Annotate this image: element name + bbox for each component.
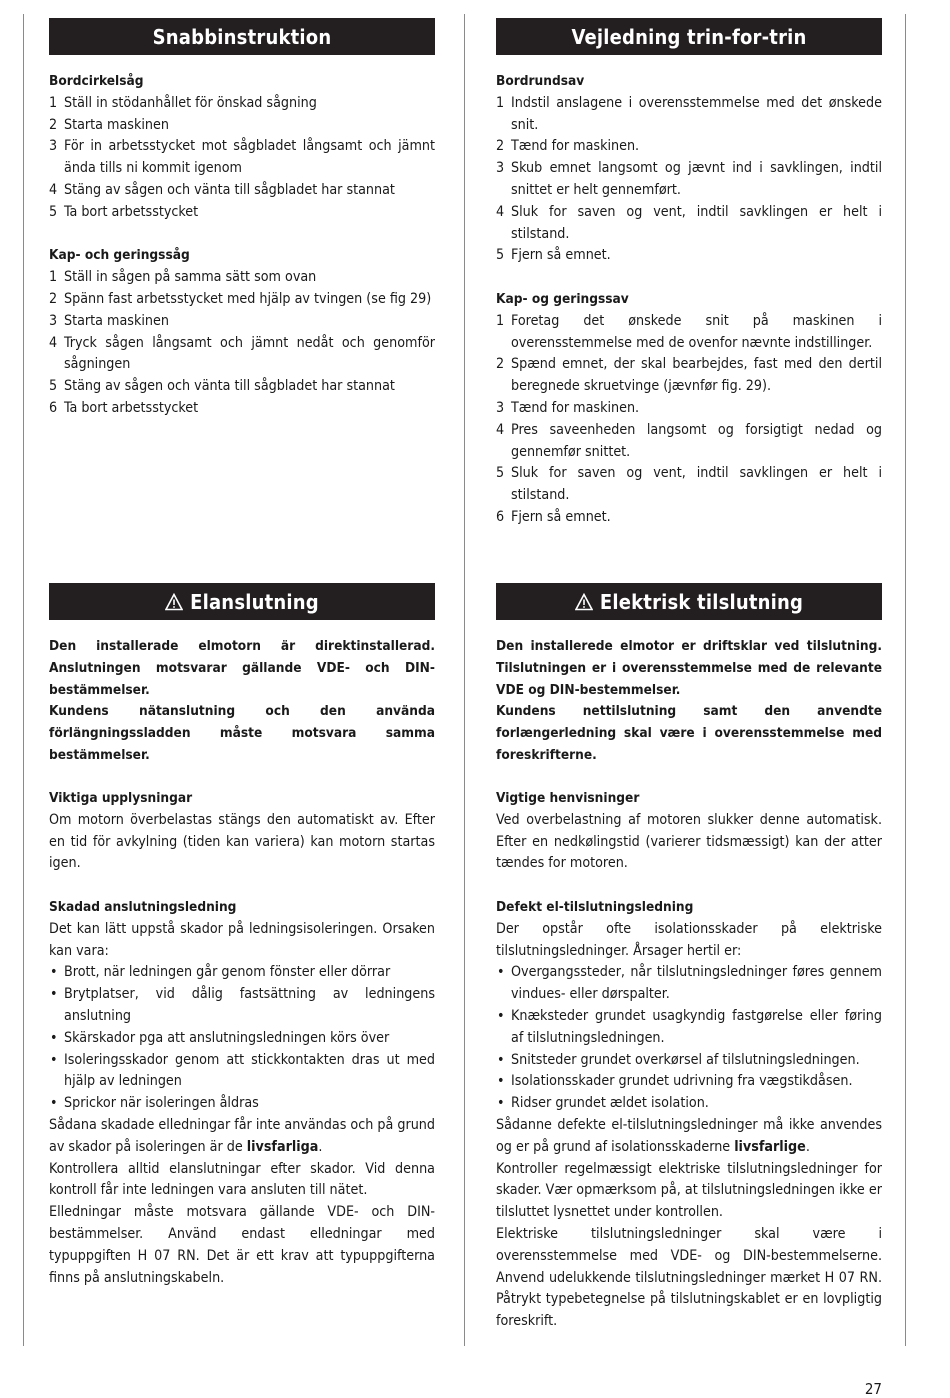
header-title: Elanslutning bbox=[190, 589, 319, 614]
bullet-item: • Snitsteder grundet overkørsel af tilslutningsledningen. bbox=[497, 1051, 860, 1068]
paragraph: Om motorn överbelastas stängs den automatiskt av. Efter en tid för avkylning (tiden kan variera) kan motorn startas igen. bbox=[49, 811, 435, 872]
list-item: 2 Starta maskinen bbox=[49, 116, 169, 133]
bullet-item: • Ridser grundet ældet isolation. bbox=[497, 1095, 709, 1112]
section-table-saw-da bbox=[496, 71, 882, 529]
list-item: 5 Sluk for saven og vent, indtil savklingen er helt i stilstand. bbox=[496, 465, 882, 504]
list-item: 3 Skub emnet langsomt og jævnt ind i savklingen, indtil snittet er helt gennemført. bbox=[496, 160, 882, 198]
header-electrical-connection-da bbox=[496, 583, 882, 620]
list-item: 4 Pres saveenheden langsomt og forsigtigt nedad og gennemfør snittet. bbox=[496, 421, 882, 460]
list-item: 5 Ta bort arbetsstycket bbox=[49, 203, 199, 220]
section-title: Bordcirkelsåg bbox=[49, 73, 144, 89]
header-electrical-connection bbox=[49, 583, 435, 620]
list-item: 3 Tænd for maskinen. bbox=[496, 399, 640, 416]
paragraph: Kontrollera alltid elanslutningar efter skador. Vid denna kontroll får inte ledningen vara ansluten till nätet. bbox=[49, 1160, 435, 1199]
header-title: Vejledning trin-for-trin bbox=[571, 24, 807, 49]
paragraph: Ved overbelastning af motoren slukker denne automatisk. Efter en nedkølingstid (varierer tidsmæssigt) kan der atter tændes for motoren. bbox=[496, 811, 882, 872]
bullet-item: • Brott, när ledningen går genom fönster eller dörrar bbox=[50, 964, 391, 981]
list-item: 4 Tryck sågen långsamt och jämnt nedåt och genomför sågningen bbox=[49, 334, 435, 373]
list-item: 1 Indstil anslagene i overensstemmelse med det ønskede snit. bbox=[496, 94, 882, 133]
notice-paragraph: Kundens nätanslutning och den använda förlängningssladden måste motsvara samma bestämmelser. bbox=[49, 703, 435, 763]
section-title: Bordrundsav bbox=[496, 73, 585, 89]
list-item: 1 Ställ in sågen på samma sätt som ovan bbox=[49, 269, 317, 286]
paragraph: Der opstår ofte isolationsskader på elektriske tilslutningsledninger. Årsager hertil er: bbox=[496, 920, 882, 959]
column-rule-middle bbox=[464, 14, 465, 1346]
list-item: 1 Foretag det ønskede snit på maskinen i overensstemmelse med de ovenfor nævnte indstillinger. bbox=[496, 312, 882, 351]
header-quick-instructions bbox=[49, 18, 435, 55]
section-title: Kap- och geringssåg bbox=[49, 247, 190, 264]
paragraph: Elledningar måste motsvara gällande VDE- och DIN-bestämmelser. Använd endast elledningar med typuppgiften H 07 RN. Det är ett krav att typuppgifterna finns på anslutningskabeln. bbox=[49, 1204, 435, 1286]
section-important-info bbox=[49, 788, 435, 1289]
list-item: 5 Fjern så emnet. bbox=[496, 247, 611, 264]
column-rule-right bbox=[905, 14, 906, 1346]
paragraph: Kontroller regelmæssigt elektriske tilslutningsledninger for skader. Vær opmærksom på, at tilslutningsledningen ikke er tilsluttet lysnettet under kontrollen. bbox=[496, 1160, 882, 1221]
column-rule-left bbox=[23, 14, 24, 1346]
connection-notice-da bbox=[496, 636, 882, 767]
bullet-item: • Skärskador pga att anslutningsledningen körs över bbox=[50, 1029, 390, 1046]
list-item: 2 Tænd for maskinen. bbox=[496, 138, 640, 155]
bullet-item: • Isolationsskader grundet udrivning fra vægstikdåsen. bbox=[497, 1073, 853, 1090]
bullet-item: • Overgangssteder, når tilslutningsledninger føres gennem vindues- eller dørspalter. bbox=[497, 964, 882, 1003]
section-table-saw bbox=[49, 71, 435, 420]
list-item: 2 Spænd emnet, der skal bearbejdes, fast med den dertil beregnede skruetvinge (jævnfør fig. 29). bbox=[496, 356, 882, 395]
list-item: 4 Sluk for saven og vent, indtil savklingen er helt i stilstand. bbox=[496, 203, 882, 242]
list-item: 1 Ställ in stödanhållet för önskad sågning bbox=[49, 94, 317, 111]
paragraph: Sådana skadade elledningar får inte användas och på grund av skador på isoleringen är de livsfarliga. bbox=[49, 1116, 435, 1155]
list-item: 6 Ta bort arbetsstycket bbox=[49, 399, 199, 416]
header-step-by-step bbox=[496, 18, 882, 55]
section-title: Vigtige henvisninger bbox=[496, 790, 640, 806]
list-item: 4 Stäng av sågen och vänta till sågbladet har stannat bbox=[49, 181, 395, 198]
paragraph: Elektriske tilslutningsledninger skal være i overensstemmelse med VDE- og DIN-bestemmelserne. Anvend udelukkende tilslutningsledninger mærket H 07 RN. Påtrykt typebetegnelse på tilslutningskablet er en lovpligtig foreskrift. bbox=[496, 1225, 882, 1330]
list-item: 3 Starta maskinen bbox=[49, 312, 169, 329]
paragraph: Det kan lätt uppstå skador på ledningsisoleringen. Orsaken kan vara: bbox=[49, 920, 435, 959]
section-title: Defekt el-tilslutningsledning bbox=[496, 898, 694, 915]
section-title: Skadad anslutningsledning bbox=[49, 898, 237, 915]
warning-triangle-icon bbox=[165, 593, 183, 611]
section-important-info-da bbox=[496, 788, 882, 1333]
list-item: 6 Fjern så emnet. bbox=[496, 508, 611, 525]
section-title: Kap- og geringssav bbox=[496, 290, 629, 307]
connection-notice bbox=[49, 636, 435, 767]
list-item: 5 Stäng av sågen och vänta till sågbladet har stannat bbox=[49, 378, 395, 395]
bullet-item: • Isoleringsskador genom att stickkontakten dras ut med hjälp av ledningen bbox=[50, 1051, 435, 1090]
notice-paragraph: Den installerade elmotorn är direktinstallerad. Anslutningen motsvarar gällande VDE- och DIN-bestämmelser. bbox=[49, 638, 435, 698]
notice-paragraph: Kundens nettilslutning samt den anvendte forlængerledning skal være i overensstemmelse med foreskrifterne. bbox=[496, 703, 882, 763]
warning-triangle-icon bbox=[575, 593, 593, 611]
bullet-item: • Brytplatser, vid dålig fastsättning av ledningens anslutning bbox=[50, 986, 435, 1024]
bullet-item: • Sprickor när isoleringen åldras bbox=[50, 1095, 259, 1112]
list-item: 2 Spänn fast arbetsstycket med hjälp av tvingen (se fig 29) bbox=[49, 290, 432, 307]
page-number: 27 bbox=[864, 1380, 882, 1398]
header-title: Elektrisk tilslutning bbox=[599, 589, 804, 614]
header-title: Snabbinstruktion bbox=[152, 24, 332, 49]
bullet-item: • Knæksteder grundet usagkyndig fastgørelse eller føring af tilslutningsledningen. bbox=[497, 1007, 882, 1046]
list-item: 3 För in arbetsstycket mot sågbladet långsamt och jämnt ända tills ni kommit igenom bbox=[49, 138, 435, 177]
section-title: Viktiga upplysningar bbox=[49, 790, 193, 806]
paragraph: Sådanne defekte el-tilslutningsledninger må ikke anvendes og er på grund af isolationsskaderne livsfarlige. bbox=[496, 1116, 882, 1155]
notice-paragraph: Den installerede elmotor er driftsklar ved tilslutning. Tilslutningen er i overensstemmelse med de relevante VDE og DIN-bestemmelser. bbox=[496, 638, 882, 698]
